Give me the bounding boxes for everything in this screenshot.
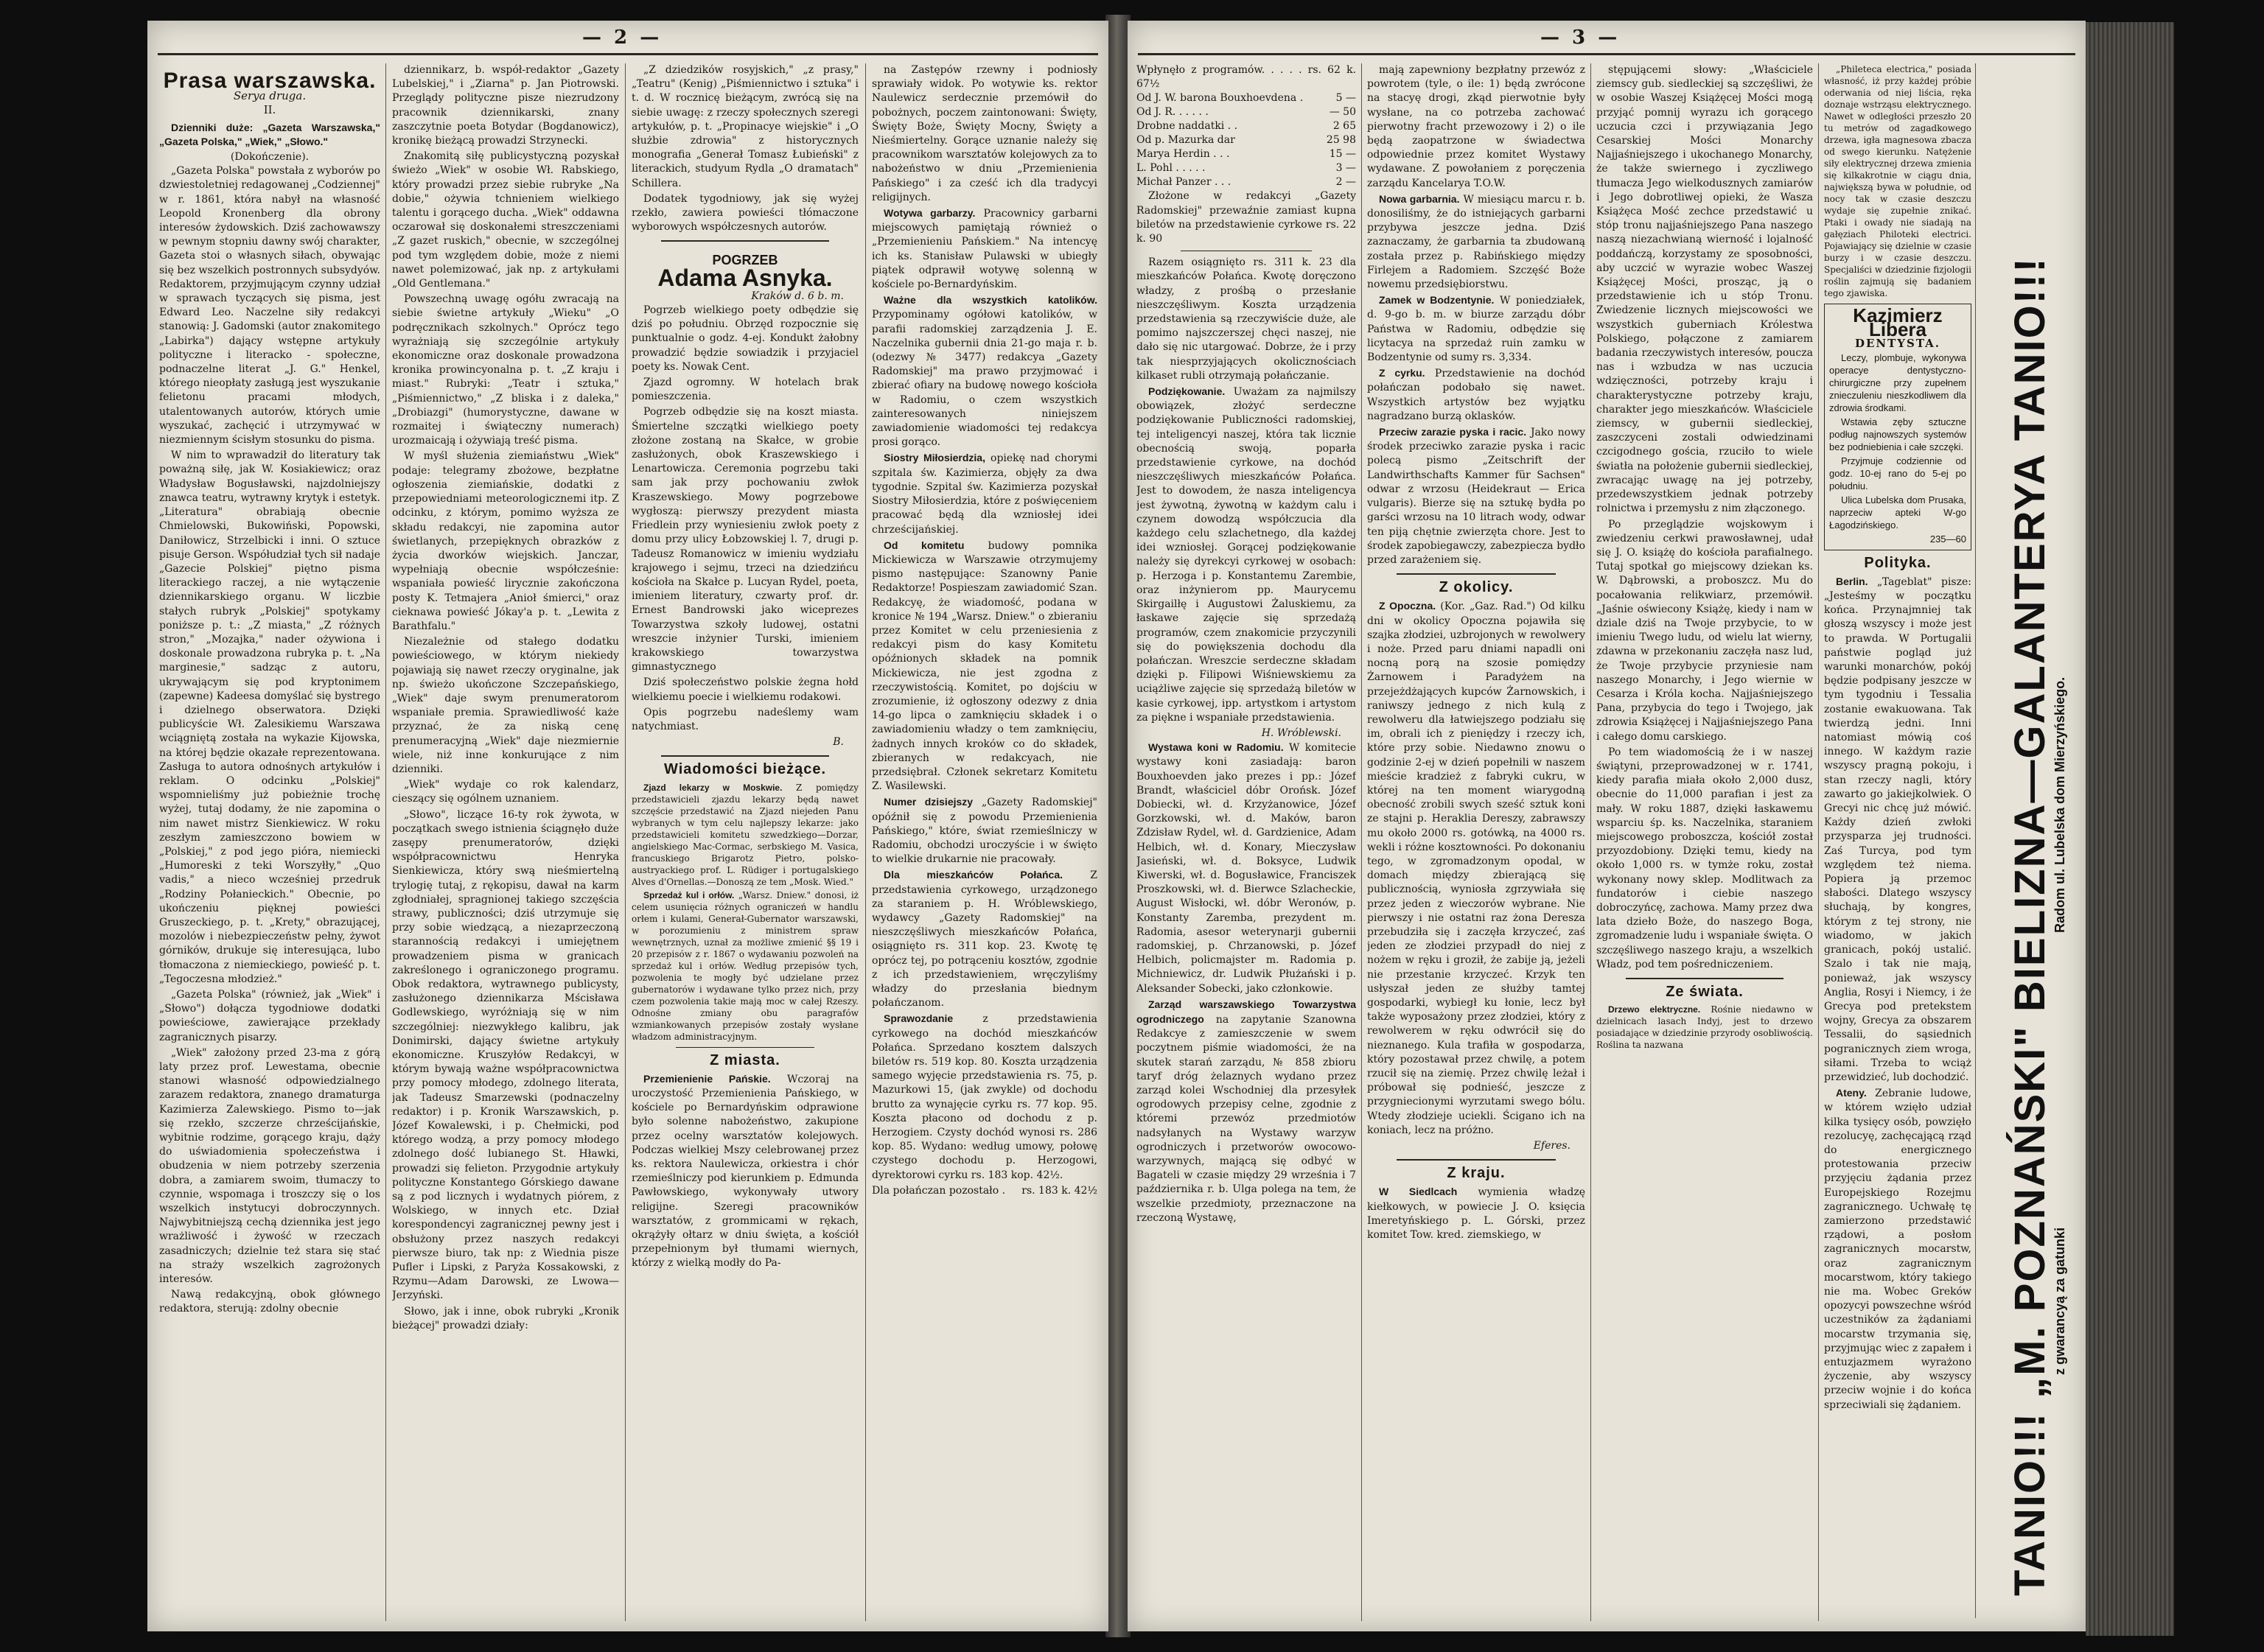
paragraph: Opis pogrzebu nadeślemy wam natychmiast. (632, 706, 859, 732)
table-row (1136, 161, 1356, 175)
section-kicker: POGRZEB (712, 253, 778, 268)
news-lead: Nowa garbarnia. (1379, 192, 1460, 205)
news-lead: Z Opoczna. (1379, 600, 1436, 612)
news-lead: Zamek w Bodzentynie. (1379, 294, 1495, 307)
section-title: Wiadomości bieżące. (664, 761, 826, 778)
section-title: Z okolicy. (1439, 579, 1514, 596)
donor-name: L. Pohl . . . . . (1136, 162, 1206, 175)
donor-amount: 25 98 (1326, 134, 1356, 147)
news-text: „Tageblat" pisze: „Jesteśmy w początku końca. Przynajmniej tak głoszą wszyscy i może jest to prawda. W Portugalii państwie pogląd już warunki monarchów, pokój będzie podpisany jeszcze w tym tygodniu i Tessalia zostanie ewakuowana. Tak twierdzą jedni. Inni natomiast mówią coś innego. W każdym razie wszyscy pragną pokoju, i stan rzeczy nagli, który zawarto go jakiejkolwiek. O Grecyi nic chcę już mówić. Każdy dzień zwłoki przysparza jej trudności. Zaś Turcya, pod tym względem też niema. Popiera ją przemoc słabości. Dlatego wszyscy słuchają, by kongres, którym z tej strony, nie wiadomo, w jakich granicach, pokój ustalić. Szalo i tak nie mają, ponieważ, jak wszyscy Anglia, Rosyi i Niemcy, i że Grecya pod pretekstem wojny, Grecya za obszarem Tessalii, do sąsiednich pogranicznych ziem wroga, siłami. Trzeba to wciąż przewidzieć, lub dochodzić. (1824, 575, 1971, 1083)
paragraph: „Phileteca electrica," posiada własność, iż przy każdej próbie oderwania od niej liścia, ręka doznaje wstrząsu elektrycznego. Nawet w odległości przeszło 20 tu metrów od zagadkowego drzewa, igła magnesowa zbacza od swego kierunku. Natężenie siły elektrycznej drzewa zmienia się kilkakrotnie w ciągu dnia, największą bywa w południe, od nocy tak w czasie deszczu wydaje się zupełnie znikać. Ptaki i owady nie siadają na gałęziach Philoteki electrici. Pojawiający się dzielnie w czasie burzy i w czasie deszczu. Specjaliści w dziedzinie fizjologii roślin zajmują się badaniem tego zjawiska. (1824, 64, 1971, 298)
paragraph: Słowo, jak i inne, obok rubryki „Kronik bieżącej" prowadzi działy: (392, 1305, 619, 1331)
news-text: Przypominamy ogółowi katolików, w parafii radomskiej zarządzenia J. E. Naczelnika gubernii dnia 21-go maja r. b. (odezwy № 3477) redakcya „Gazety Radomskiej" ma prawo przyjmować i zbierać ofiary na budowę nowego kościoła w Radomiu, o czem wszystkich zainteresowanych niniejszem zawiadomienie wiadomości tej redakcya prosi gorąco. (872, 309, 1097, 449)
donor-name: Od p. Mazurka dar (1136, 134, 1235, 147)
article-part: II. (263, 103, 276, 117)
news-text: Jako nowy środek przeciwko zarazie pyska i racic polecą pismo „Zeitschrift der Landwirthschafts Kammer für Sachsen" odwar z wrzosu (Heidekraut — Erica vulgaris). Bierze się na sztukę bydła po garści wrzosu na 10 litrach wody, odwar ten piją chętnie zwierzęta chore. Jest to środek zapobiegawczy, zabezpiecza bydło przed zarażeniem się. (1367, 427, 1585, 566)
news-lead: Ważne dla wszystkich katolików. (884, 294, 1097, 307)
news-lead: Podziękowanie. (1148, 385, 1226, 398)
donor-amount: — 50 (1329, 106, 1356, 119)
dentist-ad (1824, 304, 1971, 550)
column-prasa-cont (392, 63, 619, 1621)
paragraph: Zjazd ogromny. W hotelach brak pomieszczenia. (632, 377, 859, 403)
dateline: Kraków d. 6 b. m. (751, 290, 844, 302)
remaining-value: rs. 183 k. 42½ (1021, 1184, 1097, 1197)
news-text: Z przedstawienia cyrkowego, urządzonego za staraniem p. H. Wróblewskiego, wydawcy „Gazety Radomskiej" na nieszczęśliwych mieszkańców Połańca, osiągnięto rs. 311 kop. 23. Kwotę tę oprócz tej, po potrąceniu kosztów, zgodnie z ich przedstawieniem, wręczyliśmy władzy do przesłania biednym połańczanom. (872, 869, 1097, 1009)
paragraph: Znakomitą siłę publicystyczną pozyskał świeżo „Wiek" w osobie Wł. Rabskiego, który prowadzi przez siebie rubryke „Na dobie," ożywia tchnieniem wielkiego talentu i gorącego ducha. „Wiek" oddawna oczarował się doskonałemi streszczeniami „Z gazet ruskich," obecnie, w szczególnej pod tym względem dobie, może z niemi nawet polemizować, jak np. z artykułami „Old Gentlemana." (392, 150, 619, 290)
news-text: Z pomiędzy przedstawicieli zjazdu lekarzy będą nawet szczęście przedstawić na Zjazd niejeden Panu wybranych w tym celu najlepszy lekarze: jako przedstawicieli komitetu szwedzkiego—Dorzar, angielskiego Mac-Cormac, serbskiego M. Vasica, francuskiego Brigarotz Pietro, polsko-austryackiego prof. L. Rüdiger i portugalskiego Alves d'Ornellas.—Donoszą ze tem „Mosk. Wied." (632, 782, 859, 887)
table-row (1136, 147, 1356, 161)
news-lead: Przemienienie Pańskie. (643, 1072, 771, 1085)
news-lead: Od komitetu (884, 539, 965, 551)
paragraph: „Z dziedzików rosyjskich," „z prasy," „Teatru" (Kenig) „Piśmiennictwo i sztuka" i t. d. W rocznicę bieżącym, zwrócą się na siebie uwagę: z rzeczy społecznych szeregi artykułów, p. t. „Propinacye wiejskie" i „O służbie zdrowia" z historycznych monografia „Generał Tomasz Łubieński" z literackich, studyum Rydla „O dramatach" Schillera. (632, 64, 859, 189)
ad-text: Wstawia zęby sztuczne podług najnowszych systemów bez podniebienia i całe szczęki. (1829, 416, 1966, 452)
news-lead: Zarząd warszawskiego Towarzystwa ogrodniczego (1136, 998, 1356, 1025)
column-asnyk (632, 63, 859, 1621)
paragraph: stępującemi słowy: „Właściciele ziemscy gub. siedleckiej są szczęśliwi, że w osobie Waszej Książęcej Mości mogą przyjąć pomnij wyrazu ich gorącego uczucia czci i przywiązania Jego Cesarskiej Mości Monarchy Najjaśniejszego i ukochanego Monarchy, że także swiernego i zyczliwego tłumacza Jego wielkodusznych zamiarów i Jego dobrotliwej opieki, że Wasza Książęca Mość zechce przedstawić u stóp tronu najjaśniejszego Pana naszego naszą niezachwianą wierność i lojalność poddańczą, korzystamy ze sposobności, aby uczcić w wyrazie wobec Waszej Książęcej Mości, prosząc, ją o przedstawienie ich u stóp Tronu. Zwiedzenie licznych miejscowości we wszystkich guberniach Królestwa Polskiego, połączone z zamiarem badania rzeczywistych interesów, poucza nas i wzbudza w nas uczucia wdzięczności, potrzeby kraju i charakterystyczne potrzeby kraju, charakter jego mieszkańców. Właściciele ziemscy, w gubernii siedleckiej, zaszczyceni zostali odwiedzinami czcigodnego gościa, rzuciło to wiele światła na położenie gubernii siedleckiej, zwracając uwagę na jej potrzeby, przedewszystkiem jednak potrzeby rolnictwa i przemysłu z nim złączonego. (1596, 64, 1813, 515)
signature: H. Wróblewski. (1261, 727, 1341, 739)
paragraph: Dodatek tygodniowy, jak się wyżej rzekło, zawiera powieści tłómaczone wyborowych współczesnych autorów. (632, 192, 859, 234)
news-text: „Warsz. Dniew." donosi, iż celem usunięcia różnych ograniczeń w handlu orłem i kulami, Generał-Gubernator warszawski, w porozumieniu z ministrem spraw wewnętrznych, uznał za możliwe zmienić §§ 19 i 20 przepisów z r. 1867 o wydawaniu pozwoleń na sprzedaż kul i orłów. Według przepisów tych, pozwolenia te mogły być udzielane przez gubernatorów i wydawane tylko przez nich, przy czem pozwolenia takie mają moc w całej Rzeszy. Odnośne zmiany obu paragrafów wzmiankowanych przepisów zostały wysłane władzom administracyjnym. (632, 889, 859, 1042)
divider (661, 240, 829, 242)
ad-name: Kazimierz Libera (1853, 304, 1943, 341)
news-text: opiekę nad chorymi szpitala św. Kazimierza, objęły za dwa tygodnie. Szpital św. Kazimierza pozyskał Siostry Miłosierdzia, które z poświęceniem pracować będą dla wzniosłej idei chrześcijańskiej. (872, 452, 1097, 536)
column-ads-politics (1824, 63, 1971, 1621)
section-title: Adama Asnyka. (657, 264, 833, 291)
article-note: (Dokończenie). (230, 151, 310, 164)
news-lead: Zjazd lekarzy w Moskwie. (643, 782, 783, 793)
news-lead: Wotywa garbarzy. (884, 207, 976, 220)
news-lead: Wystawa koni w Radomiu. (1148, 741, 1284, 754)
paragraph: mają zapewniony bezpłatny przewóz z powrotem (tyle, o ile: 1) będą zwrócone na stacyę drogi, zkąd pierwotnie były wysłane, na co potrzeba zachować pierwotny fracht przewozowy i 2) o ile będą zaopatrzone w świadectwa odpowiednie przez komitet Wystawy wydawane. Z powołaniem z poręczenia zarządu Kancelarya T.O.W. (1367, 64, 1585, 189)
divider (661, 755, 829, 757)
table-row (1136, 175, 1356, 189)
ad-address: Ulica Lubelska dom Prusaka, naprzeciw apteki W-go Łagodzińskiego. (1829, 494, 1966, 531)
paragraph: dziennikarz, b. współ-redaktor „Gazety Lubelskiej," i „Ziarna" p. Jan Piotrowski. Przeglądy polityczne pisze niezrudzony pracownik dziennikarski, znany zaszczytnie poeta Botydar (Bogdanowicz), kronikę bieżącą prowadzi Strzynecki. (392, 64, 619, 147)
paragraph: W myśl służenia ziemiaństwu „Wiek" podaje: telegramy zbożowe, bezpłatne ogłoszenia ziemiańskie, dodatki z przepowiedniami meteorologicznemi itp. Z odcinku, z którym, pomimo wyższa ze składu redakcyi, nie zapomina autor świetlanych, przepięknych obrazków z życia dworków wiejskich. Janczar, wypełniają obecnie współcześnie: wspaniała powieść lirycznie zakończona posty K. Tetmajera „Anioł śmierci," oraz cieknawa powieść Jókay'a p. t. „Lewita z Barathfalu." (392, 450, 619, 632)
donor-name: Marya Herdin . . . (1136, 148, 1230, 161)
table-row (1136, 133, 1356, 147)
remaining-label: Dla połańczan pozostało . (872, 1184, 1006, 1197)
paragraph: Złożone w redakcyi „Gazety Radomskiej" przewaźnie zamiast kupna biletów na przedstawienie cyrkowe rs. 22 k. 90 (1136, 190, 1356, 245)
paragraph: „Wiek" wydaje co rok kalendarz, cieszący się ogólnem uznaniem. (392, 779, 619, 805)
section-title: Ze świata. (1666, 984, 1744, 1000)
donor-name: Michał Panzer . . . (1136, 176, 1231, 189)
news-lead: Siostry Miłosierdzia, (884, 452, 985, 464)
news-lead: Sprawozdanie (884, 1012, 954, 1025)
news-lead: W Siedlcach (1379, 1186, 1458, 1198)
article-subtitle: Serya druga. (233, 89, 307, 103)
news-text: Przedstawienie na dochód połańczan podobało się nawet. Wszystkich artystów bez wyjątku nagradzano burzą oklasków. (1367, 368, 1585, 422)
right-page (1128, 21, 2086, 1631)
paragraph: Razem osiągnięto rs. 311 k. 23 dla mieszkańców Połańca. Kwotę doręczono władzy, z prośbą o przesłanie nieszczęśliwym. Koszta urządzenia przedstawienia są rzeczywiście duże, ale pomimo najszczerszej chęci naszej, nie dało się nic utargować. Dobrze, że i przy tak niesprzyjających okolicznościach kilkaset rubli otrzymają połańczanie. (1136, 256, 1356, 382)
left-page (147, 21, 1108, 1631)
news-lead: Drzewo elektryczne. (1608, 1004, 1701, 1015)
signature: Eferes. (1533, 1140, 1571, 1152)
ad-guarantee: z gwarancyą za gatunki (2052, 1227, 2067, 1375)
news-text: wymienia władzę kiełkowych, w powiecie J. O. księcia Imeretyńskiego p. L. Górski, przez komitet Tow. kred. ziemskiego, w (1367, 1186, 1585, 1242)
news-lead: Numer dzisiejszy (884, 796, 974, 808)
article-lead: Dzienniki duże: „Gazeta Warszawska," „Gazeta Polska," „Wiek," „Słowo." (159, 121, 380, 147)
header-rule (158, 53, 1098, 55)
news-text: Uważam za najmilszy obowiązek, złożyć serdeczne podziękowanie Publiczności radomskiej, tej inteligencyi naszej, która tak licznie obecnością swoją, poparła przedstawienie cyrkowe, na dochód nieszczęśliwych mieszkańców Połańca. Jest to dowodem, że nasza inteligencya jest żywotną, żywotną w każdym calu i czynem dowodzą współczucia dla każdego celu szlachetnego, dla każdej idei wzniosłej. Gorącej podziękowanie należy się dyrekcyi cyrkowej w osobach: p. Herzoga i p. Konstantemu Zarembie, oraz inżynierom pp. Maurycemu Skirgailłę i Augustowi Żaluskiemu, za łaskawe zajęcie się sprzedażą programów, czem znakomicie przyczynili się do powiększenia dochodu dla połańczan. Wreszcie serdeczne składam dzięki p. Filipowi Wiśniewskiemu za uciążliwe zajęcie się sprzedażą biletów w kasie cyrkowej, ipp. artystkom i artystom za piękne i wspaniałe przedstawienia. (1136, 386, 1356, 724)
divider (676, 1047, 814, 1048)
news-lead: Z cyrku. (1379, 367, 1425, 379)
donor-name: Drobne naddatki . . (1136, 120, 1238, 133)
column-news (872, 63, 1097, 1621)
paragraph: Pogrzeb wielkiego poety odbędzie się dziś po południu. Obrzęd rozpocznie się punktualnie o godz. 4-ej. Kondukt żałobny prowadzić będzie sowiadzik i przyjaciel poety ks. Nowak Cent. (632, 304, 859, 373)
paragraph: Pogrzeb odbędzie się na koszt miasta. Śmiertelne szczątki wielkiego poety złożone zostaną na Skałce, w grobie zasłużonych, obok Kraszewskiego i Lenartowicza. Ceremonia pogrzebu taki sam jak przy pochowaniu zwłok Kraszewskiego. Mowy pogrzebowe wygłoszą: pierwszy prezydent miasta Friedlein przy wyniesieniu zwłok poety z domu przy ulicy Łobzowskiej l. 7, drugi p. Tadeusz Romanowicz w imieniu wydziału krajowego i sejmu, trzeci na dziedzińcu kościoła na Skałce p. Lucyan Rydel, poeta, imieniem literatury, czwarty prof. dr. Ernest Bandrowski jako wiceprezes Towarzystwa szkoły ludowej, ostatni wreszcie inżynier Turski, imieniem krakowskiego towarzystwa gimnastycznego (632, 406, 859, 673)
table-intro: Wpłynęło z programów. . . . . rs. 62 k. 67½ (1136, 64, 1356, 91)
donor-amount: 5 — (1335, 92, 1356, 105)
book-spine (1105, 15, 1131, 1637)
page-edges (2086, 22, 2174, 1636)
paragraph: W nim to wprawadził do literatury tak poważną siłę, jak W. Kosiakiewicz; oraz Władysław Bogusławski, najzdolniejszy znawca teatru, wytrawny krytyk i estetyk. „Literatura" obrabiają obecnie Chmielowski, Bukowiński, Popowski, Daniłowicz, Strzelbicki i inni. O sztuce pisuje Gerson. Współudział tych sił nadaje „Gazecie Polskiej" piętno pisma literackiego raczej, a nie wytączenie dziennikarskiego organu. W liczbie stałych rubryk „Polskiej" spotykamy poniższe p. t.: „Z miasta," „Z różnych stron," „Mozajka," nader ożywiona i doskonale prowadzona rubryka p. t. „Na marginesie," sadząc z autoru, ukrywającym się pod kryptonimem (zapewne) Kadeesa domyślać się bystrego i dzielnego obserwatora. Dzięki publicyście Wł. Zalesikiemu Warszawa wciągniętą została na wykazie Kijowska, na której będzie okazałe reprezentowana. Zasługa to autora odnośnych artykułów i reklam. O odcinku „Polskiej" wspomnieliśmy już pobieżnie trochę wyżej, tutaj dodamy, że nie zapomina o nim nawet mistrz Sienkiewicz. W roku zeszłym zamieszczono bowiem w „Polskiej," z pod jego pióra, niemiecki „Humoreski z teki Worszyłły," „Quo vadis," a nieco wcześniej przedruk „Rodziny Połanieckich." Obecnie, po ukończeniu pięknej powieści Gruszeckiego, p. t. „Krety," obrazującej, mozolów i niebezpieczeństw pełny, żywot górników, drukuje się interesująca, lubo tłomaczona z niemieckiego, powieść p. t. „Tegoczesna młodzież." (159, 449, 380, 985)
paragraph: „Wiek" założony przed 23-ma z górą laty przez prof. Lewestama, obecnie stanowi własność odpowiedzialnego zarazem redaktora, znanego dramaturga Kazimierza Zalewskiego. Pismo to—jak się rzekło, szczerze chrześcijańskie, wybitnie rodzime, gorącego kraju, dąży do uświadomienia społeczeństwa i obudzenia w niem potrzeby szerzenia dobra, a zamiarem swoim, tłumaczy to czynnie, wspomaga i troszczy się o los wszelkich instytucyi dobroczynnych. Najwybitniejszą cechą dziennika jest jego wrażliwość i żywość w rzeczach zasadniczych; dzielnie też stara się stać na straży wszelkich zagrożonych interesów. (159, 1046, 380, 1286)
column-local-news (1367, 63, 1585, 1621)
news-text: W poniedziałek, d. 9-go b. m. w biurze zarządu dóbr Państwa w Radomiu, odbędzie się licytacya na sprzedaż ruin zamku w Bodzentynie od sumy rs. 3,334. (1367, 295, 1585, 364)
news-text: na zapytanie Szanowna Redakcye z zamieszczenie w swem poczytnem piśmie wiadomości, że na skutek starań zarządu, № 858 zbioru taryf dróg żelaznych wydano przez zarząd kolei Wschodniej dla przesyłek ogrodowych przepisy celne, zgodnie z któremi przewóz przedmiotów nadsyłanych na Wystawy warzyw ogrodniczych i przetworów owocowo-warzywnych, mającą się odbyć w Bagateli w czasie między 29 września i 7 października r. b. Ulga polega na tem, że wszelkie przedmioty, przeznaczone na rzeczoną Wystawę, (1136, 1013, 1356, 1224)
donor-name: Od J. W. barona Bouxhoevdena . (1136, 92, 1304, 105)
news-text: Zebranie ludowe, w którem wzięło udział kilka tysięcy osób, powzięło rezolucyę, zachęcającą rząd do energicznego protestowania przeciw przyjęciu żądania przez Europejskiego Rozejmu zagranicznego. Uchwałę tę zamierzono przedstawić rządowi, a posłom zagranicznych mocarstw, oraz zagranicznym mocarstwom, który takiego nie ma. Wobec Greków opozycyi powszechne wśród uczestników za żądaniami mocarstw trzymania się, przyjmując wiec z zapałem i entuzjazmem wyrażono życzenie, aby wszyscy przeciw wojnie i do końca sprzeciwiali się żądaniem. (1824, 1088, 1971, 1411)
paragraph: Po przeglądzie wojskowym i zwiedzeniu cerkwi prawosławnej, udał się J. O. książę do kościoła parafialnego. Tutaj spotkał go miejscowy dziekan ks. W. Dąbrowski, a proboszcz. Mu do pocałowania relikwiarz, przemówił. „Jaśnie oświecony Książę, kiedy i nam w dziale dziś na Twoje przybycie, to w imieniu Twego ludu, od wielu lat wierny, zdawna w przekonaniu zaczęła nasz lud, że Twoje przybycie przyniesie nam naszego Monarchy, i Jego wiernie w Cesarza i Króla kocha. Najjaśniejszego Pana, przybycia do tego i Twojego, jak zdrowia Książęcej i Najjaśniejszego Pana i całego domu carskiego. (1596, 518, 1813, 743)
news-text: „Gazety Radomskiej" opóźnił się z powodu Przemienienia Pańskiego," które, świat rzemieślniczy w Radomiu, obchodzi uroczyście i w święto to wielkie drukarnie nie pracowały. (872, 797, 1097, 866)
column-prasa (159, 63, 380, 1621)
page-number: — 2 — (582, 27, 663, 49)
table-row (1136, 91, 1356, 105)
divider (1626, 978, 1783, 979)
paragraph: „Słowo", liczące 16-ty rok żywota, w początkach swego istnienia ściągnęło duże zasępy prenumeratorów, dzięki współpracownictwu Henryka Sienkiewicza, który swą nieśmiertelną trylogię tutaj, z rękopisu, dawał na karm zgłodniałej, spragnionej takiego szczęścia strawy, publiczności; dziś utrzymuje się przy sobie wiedzącą, a niezaprzeczoną starannością redakcyi i umiejętnem prowadzeniem pisma w granicach zakreślonego i ograniczonego programu. Obok redaktora, wytrawnego publicysty, zasłużonego dziennikarza Mścisława Godlewskiego, wyróżniają się w nim szczególniej: niezwykłego kalibru, jak Donimirski, dający świetne artykuły ekonomiczne. Kruszyłów Redakcyi, w którym bywają ważne współpracownictwa przy pomocy młodego, zdolnego literata, jak Tadeusz Smarzewski (podnaczelny redaktor) i p. Kronik Warszawskich, p. Józef Kowalewski, i p. Chełmicki, pod którego wodzą, a przy pomocy młodego zdolnego dość lubianego St. Hławki, prowadzi się felieton. Przygodnie artykuły polityczne Konstantego Górskiego dawane są z pod licznych i wydatnych piórem, z Wolskiego, w innych etc. Dział korespondencyi zagranicznej pewny jest i obsłużony przez naszych redakcyi pierwsze biuro, tak np: z Wiednia pisze Pufler i Lipski, z Paryża Kossakowski, z Rzymu—Adam Darowski, ze Lwowa—Jerzyński. (392, 808, 619, 1302)
page-number: — 3 — (1540, 27, 1621, 49)
paragraph: „Gazeta Polska" (również, jak „Wiek" i „Słowo") dołącza tygodniowe dodatki powieściowe, zawierające przekłady zagranicznych pisarzy. (159, 989, 380, 1043)
news-lead: Przeciw zarazie pyska i racic. (1379, 426, 1527, 438)
donor-amount: 2 — (1335, 176, 1356, 189)
news-text: Rośnie niedawno w dzielnicach lasach Indyj, jest to drzewo posiadające w dziedzinie przyrody osobliwością. Roślina ta nazwana (1596, 1004, 1813, 1051)
signature: B. (833, 736, 844, 749)
divider (1397, 1159, 1556, 1161)
paragraph: Nawą redakcyjną, obok głównego redaktora, sterują: zdolny obecnie (159, 1289, 380, 1315)
news-text: budowy pomnika Mickiewicza w Warszawie otrzymujemy pismo następujące: Szanowny Panie Redaktorze! Pospieszam zawiadomić Szan. Redakcyę, że wiadomość, podana w kronice № 194 „Warsz. Dniew." o zbieraniu przez Komitet w celu przeniesienia z redakcyi pism do kasy Komitetu opóźnionych składek na pomnik Mickiewicza, nie jest zgodna z rzeczywistością. Komitet, po dojściu w zrozumienie, iż ogłoszony odezwy z dnia 14-go lipca o zamknięciu składek i o zawiadomieniu władzy o tem zamknięciu, żadnych innych kroków co do składek, zbieranych w redakcyach, nie przedsiębrał. Członek sekretarz Komitetu Z. Wasilewski. (872, 539, 1097, 793)
section-title: Z kraju. (1447, 1165, 1506, 1182)
column-siedlce (1596, 63, 1813, 1621)
ad-code: 235—60 (1929, 533, 1966, 545)
news-text: (Kor. „Gaz. Rad.") Od kilku dni w okolicy Opoczna pojawiła się szajka złodziei, uzbrojonych w rewolwery i noże. Przed paru dniami napadli oni nocną porą na szosie pomiędzy Żarnowem i Paradyżem na przejeżdżających kupców Żarnowskich, i raniwszy jednego z nich kulą z rewolweru dla łatwiejszego podziału się im, obrali ich z pieniędzy i rzeczy ich, które przy sobie. Niedawno znowu o godzinie 2-ej w dzień popełnili w naszem mieście kradzież z fabryki cukru, w której na ten moment wiarygodną obecność zrobili swych sześć sztuk koni ze stajni p. Heraklia Dereszy, zabrawszy mu około 2000 rs. gotówką, na 4000 rs. wekli i różne kosztowności. Po dokonaniu tego, w zgromadzonym opodal, w domach między zbierającą się publicznością, wyniosła zgrzywiała się przez jeden z wieczorów wybrane. Nie pierwszy i nie ostatni raz żona Deresza przebudziła się i zaczęła krzyczeć, zaś jeden ze złodziei przypadł do niej z nożem w ręku i groził, że zabije ją, jeżeli nie przestanie krzyczeć. Krzyk ten usłyszał jeden ze służby tamtej gospodarki, wybiegł ku łonie, lecz był także wyposażony przez złodziei, który z rewolwerem w ręku odwrócił się do nieznanego. Kula trafiła w gospodarza, który pozostawał przez chwilę, a potem rzucił się na ziemię. Przez chwilę leżał i próbował się podnieść, jeszcze z przygniecionymi wyrzutami swego bólu. Wtedy złodzieje uciekli. Ścigano ich na koniach, lecz na próżno. (1367, 601, 1585, 1136)
column-polaniec (1136, 63, 1356, 1621)
divider (1397, 573, 1556, 575)
donor-name: Od J. R. . . . . . (1136, 106, 1209, 119)
news-text: Pracownicy garbarni miejscowych pamiętają również o „Przemienieniu Pańskiem." Na intencyę ich ks. Stanisław Pulawski w ubiegły piątek odprawił wotywę solenną w kościele po-Bernardyńskim. (872, 208, 1097, 291)
paragraph: Dziś społeczeństwo polskie żegna hołd wielkiemu poecie i wielkiemu rodakowi. (632, 676, 859, 703)
table-row (1136, 119, 1356, 133)
news-text: W komitecie wystawy koni zasiadają: baron Bouxhoevden jako prezes i pp.: Józef Brandt, właściciel dóbr Orońsk. Józef Dobiecki, wł. d. Krzyżanowice, Józef Gorzkowski, wł. d. Maków, baron Zdzisław Rydel, wł. d. Gardzienice, Adam Helbich, wł. d. Konary, Mieczysław Jasieński, wł. d. Boksyce, Ludwik Kiwerski, wł. d. Bogusławice, Franciszek Proszkowski, wł. d. Bierwce Szlacheckie, August Wisłocki, wł. dóbr Weronów, p. Konstanty Zaremba, prezydent m. Radomia, asesor weterynarji gubernii radomskiej, p. Chrzanowski, p. Józef Helbich, policmajster m. Radomia p. Michniewicz, dr. Ludwik Płużański i p. Aleksander Sobecki, jako członkowie. (1136, 742, 1356, 995)
table-row (1136, 105, 1356, 119)
paragraph: na Zastępów rzewny i podniosły sprawiały widok. Po wotywie ks. rektor Naulewicz serdecznie przemówił do pobożnych, poczem zaintonowani: Święty, Święty Boże, Święty Mocny, Święty a Nieśmiertelny. Gorące uznanie należy się pracownikom warsztatów kolejowych za to nabożeństwo w dniu „Przemienienia Pańskiego" i za cześć ich dla tradycyi religijnych. (872, 64, 1097, 203)
paragraph: Powszechną uwagę ogółu zwracają na siebie świetne artykuły „Wieku" „O podręcznikach szkolnych." Oprócz tego wyrażniają się szczególnie artykuły ekonomiczne oraz doskonale prowadzona kronika prowincyonalna p. t. „Z kraju i miast." Rubryki: „Teatr i sztuka," „Piśmiennictwo," „Z bliska i z daleka," „Drobiazgi" (humorystyczne, dawane w rozmaitej i świąteczny numerach) urozmaicają i ożywiają treść pisma. (392, 293, 619, 447)
remaining-table (872, 1184, 1097, 1198)
ad-main-text: TANIO!!! „M. POZNAŃSKI" BIELIZNA—GALANTERYA TANIO!!! (2006, 256, 2054, 1596)
news-lead: Dla mieszkańców Połańca. (884, 869, 1063, 881)
vertical-ad (1975, 63, 2079, 1618)
donor-amount: 15 — (1329, 148, 1356, 161)
news-text: Wczoraj na uroczystość Przemienienia Pańskiego, w kościele po Bernardyńskim odprawione było solenne nabożeństwo, zakupione przez ocelny warsztatów kolejowych. Podczas wielkiej Mszy celebrowanej przez ks. rektora Naulewicza, orkiestra i chór rzemieślniczy pod kierunkiem p. Edmunda Pawłowskiego, wykonywały utwory religijne. Szeregi pracowników warsztatów, z grommicami w rękach, okrążyły ołtarz w dniu święta, a kościół przepełnionym był tłumami wiernych, którzy z wielką modły do Pa- (632, 1073, 859, 1270)
news-lead: Berlin. (1836, 575, 1868, 587)
header-rule (1138, 53, 2075, 55)
article-title: Prasa warszawska. (163, 69, 377, 93)
news-text: W miesiącu marcu r. b. donosiliśmy, że do istniejących garbarni przybywa jeszcze jedna. Dziś zaznaczamy, że garbarnia ta zbudowaną została przez p. Rabińskiego między Firlejem a Radomiem. Szczęść Boże nowemu przedsiębiorstwu. (1367, 193, 1585, 291)
news-lead: Sprzedaż kul i orłów. (643, 889, 735, 900)
paragraph: Po tem wiadomością że i w naszej świątyni, przeprowadzonej w r. 1741, kiedy parafia miała około 2,000 dusz, obecnie do 11,000 parafian i jest za mały. W roku 1887, dzięki łaskawemu wsparciu śp. ks. Naczelnika, staraniem miejscowego proboszcza, kościół został przyozdobiony. Dzięki temu, kiedy na około 1,000 rs. w tymże roku, został wykonany nowy sklep. Modlitwach za fundatorów i ciebie naszego dobroczyńcę, zachowa. Mamy przez dwa lata dzieło Boże, do naszego Boga, zgromadzenie ludu i wspaniałe święta. O szczęśliwego naszego kraju, a wszelkich Władz, pod tem pośredniczeniem. (1596, 746, 1813, 970)
news-text: z przedstawienia cyrkowego na dochód mieszkańców Połańca. Sprzedano kosztem dalszych biletów rs. 519 kop. 80. Koszta urządzenia samego wyjęcie przedstawienia rs. 75, p. Mazurkowi 15, (jak zwykle) od dochodu brutto za wynajęcie cyrku rs. 77 kop. 95. Koszta płacono od dochodu z p. Herzogiem. Czysty dochód wynosi rs. 286 kop. 85. Wydano: według umowy, połowę czystego dochodu p. Herzogowi, dyrektorowi cyrku rs. 183 kop. 42½. (872, 1013, 1097, 1181)
news-lead: Ateny. (1836, 1087, 1867, 1099)
ad-text: Leczy, plombuje, wykonywa operacye dentystyczno-chirurgiczne przy zupełnem znieczuleniu nieszkodliwem dla zdrowia środkami. (1829, 351, 1966, 413)
section-title: Z miasta. (710, 1051, 780, 1068)
section-title: Polityka. (1864, 554, 1932, 571)
donor-amount: 3 — (1335, 162, 1356, 175)
paragraph: „Gazeta Polska" powstała z wyborów po dzwiestoletniej redagowanej „Codziennej" w r. 1861, która nabył na własność Leopold Kronenberg dla obrony interesów żydowskich. Dziś zachowawszy w pewnym stopniu dawny swój charakter, Gazeta stoi o własnych siłach, obywając się bez wszelkich postronnych subsydyów. Redaktorem, przyjmującym czynny udział w sprawach tyczących się pisma, jest Edward Leo. Naczelne siły redakcyi stanowią: J. Gadomski (autor znakomitego „Labirka") dający wstępne artykuły polityczne i literacko - społeczne, podnaczelne literat „J. G." Henkel, którego nieopłaty zasługą jest wyszukanie felietonu pracami młodych, utalentowanych autorów, których umie wyszukać, zachęcić i utrzymywać w niezmiennym ścisłym stosunku do pisma. (159, 165, 380, 447)
ad-address: Radom ul. Lubelska dom Mierzyńskiego. (2052, 676, 2067, 933)
donors-table (1136, 91, 1356, 189)
donor-amount: 2 65 (1332, 120, 1356, 133)
ad-role: DENTYSTA. (1854, 337, 1941, 351)
paragraph: Niezależnie od stałego dodatku powieściowego, w którym niekiedy pojawiają się nawet rzeczy oryginalne, jak np. świeżo ukończone Szczepańskiego, „Wiek" daje swym prenumeratorom wspaniałe premia. Sprawiedliwość każe przyznać, że za niską cenę prenumeracyjną „Wiek" daje niezmiernie wiele, niż inne konkurujące z nim dzienniki. (392, 636, 619, 775)
ad-hours: Przyjmuje codziennie od godz. 10-ej rano do 5-ej po południu. (1829, 455, 1966, 491)
